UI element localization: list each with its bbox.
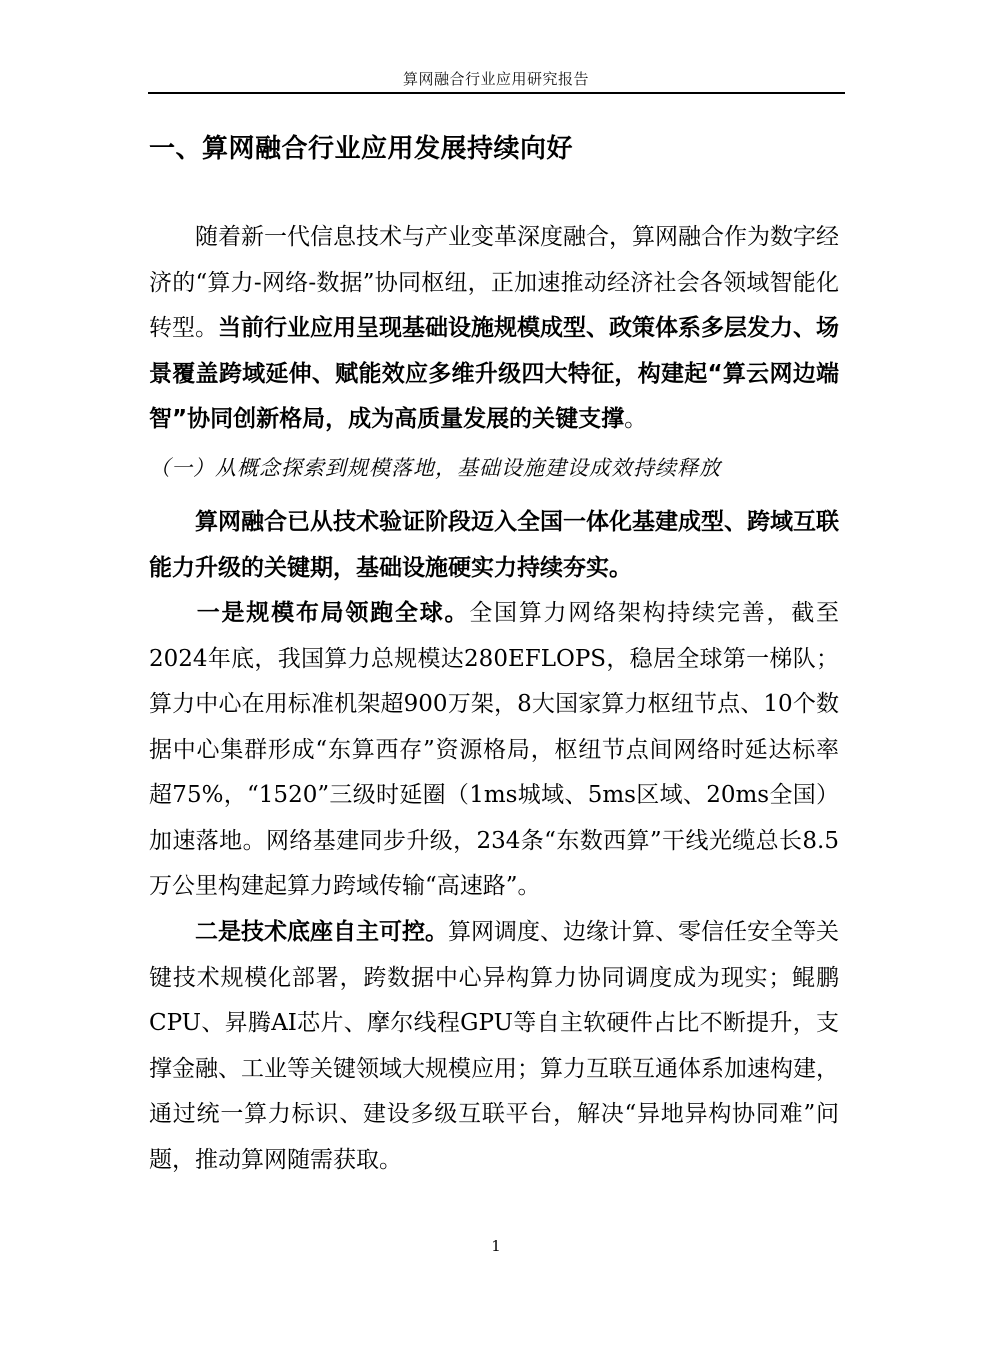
section-heading: 一、算网融合行业应用发展持续向好 — [149, 134, 574, 164]
header-divider — [148, 92, 845, 94]
point-one-paragraph — [149, 591, 839, 910]
intro-text-end: 。 — [624, 406, 648, 432]
lead-bold-text: 算网融合已从技术验证阶段迈入全国一体化基建成型、跨域互联能力升级的关键期，基础设施硬实力持续夯实。 — [149, 509, 839, 581]
lead-paragraph — [149, 500, 839, 591]
point-two-text: 算网调度、边缘计算、零信任安全等关键技术规模化部署，跨数据中心异构算力协同调度成为现实；鲲鹏CPU、昇腾AI芯片、摩尔线程GPU等自主软硬件占比不断提升，支撑金融、工业等关键领域大规模应用；算力互联互通体系加速构建，通过统一算力标识、建设多级互联平台，解决“异地异构协同难”问题，推动算网随需获取。 — [149, 919, 839, 1173]
intro-bold-text: 当前行业应用呈现基础设施规模成型、政策体系多层发力、场景覆盖跨域延伸、赋能效应多维升级四大特征，构建起“算云网边端智”协同创新格局，成为高质量发展的关键支撑 — [149, 315, 839, 432]
point-two-paragraph — [149, 910, 839, 1183]
point-two-title: 二是技术底座自主可控。 — [195, 919, 448, 945]
intro-text: 随着新一代信息技术与产业变革深度融合，算网融合作为数字经济的“算力-网络-数据”协同枢纽，正加速推动经济社会各领域智能化转型。 — [149, 224, 839, 341]
running-header: 算网融合行业应用研究报告 — [402, 70, 589, 88]
subsection-heading: （一）从概念探索到规模落地，基础设施建设成效持续释放 — [149, 456, 721, 480]
point-one-title: 一是规模布局领跑全球。 — [195, 600, 470, 626]
intro-paragraph — [149, 215, 839, 443]
point-one-text: 全国算力网络架构持续完善，截至2024年底，我国算力总规模达280EFLOPS，稳居全球第一梯队；算力中心在用标准机架超900万架，8大国家算力枢纽节点、10个数据中心集群形成“东算西存”资源格局，枢纽节点间网络时延达标率超75%，“1520”三级时延圈（1ms城域、5ms区域、20ms全国）加速落地。网络基建同步升级，234条“东数西算”干线光缆总长8.5万公里构建起算力跨域传输“高速路”。 — [149, 600, 840, 899]
page-number: 1 — [491, 1237, 501, 1255]
